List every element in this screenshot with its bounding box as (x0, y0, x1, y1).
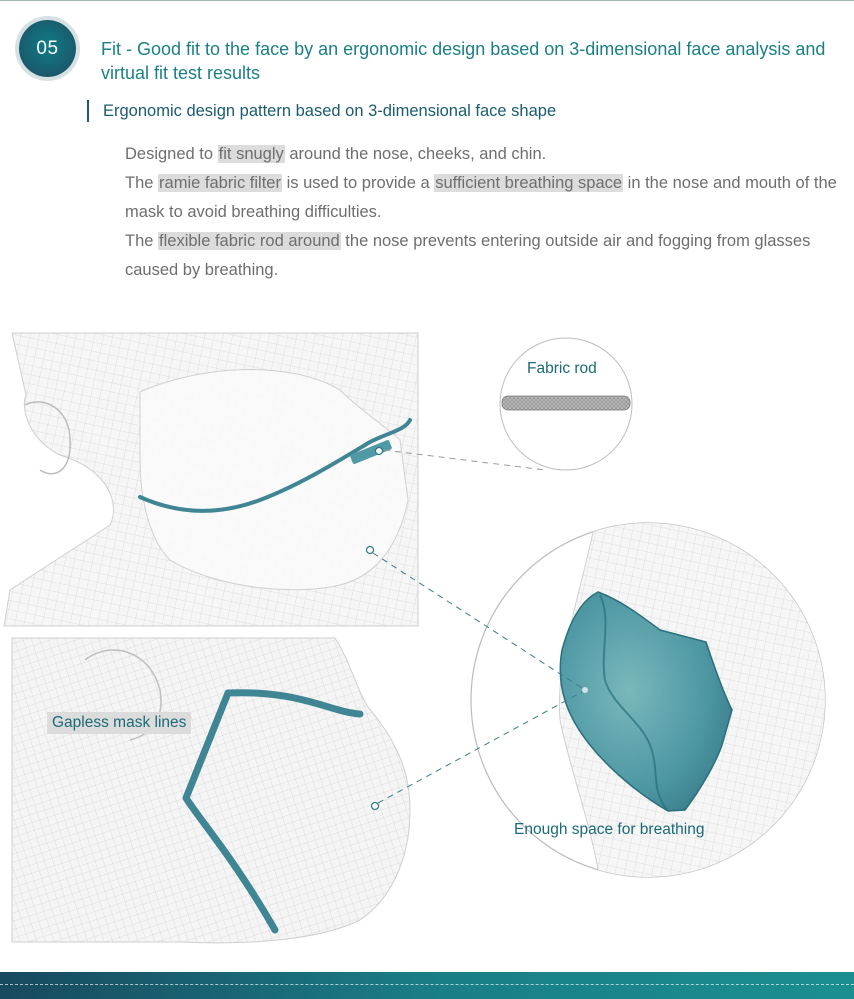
highlight-breathing-space: sufficient breathing space (435, 174, 623, 192)
mask-point-marker-top (367, 547, 374, 554)
highlight-fabric-rod: flexible fabric rod around (159, 232, 340, 250)
mask-illustration (0, 325, 854, 955)
fabric-rod-label: Fabric rod (527, 360, 597, 377)
breathing-point-marker (582, 687, 588, 693)
gapless-lines-label: Gapless mask lines (47, 712, 191, 734)
top-divider (0, 0, 854, 1)
section-number-badge (19, 20, 76, 77)
footer-band (0, 972, 854, 999)
top-face-mesh (4, 333, 418, 626)
highlight-ramie-filter: ramie fabric filter (159, 174, 281, 192)
description-line-2: The ramie fabric filter is used to provide a sufficient breathing space in the nose and mouth of the mask to avoid breathing difficulties. (125, 174, 837, 221)
fabric-rod (502, 396, 630, 410)
description (125, 140, 845, 285)
bottom-face-mesh (12, 638, 410, 943)
description-line-3: The flexible fabric rod around the nose prevents entering outside air and fogging from glasses caused by breathing. (125, 232, 811, 279)
breathing-space-label: Enough space for breathing (514, 821, 705, 838)
section-number: 05 (36, 37, 59, 59)
highlight-fit-snugly: fit snugly (218, 145, 284, 163)
rod-point-marker (376, 448, 383, 455)
mask-point-marker-bottom (372, 803, 379, 810)
description-line-1: Designed to fit snugly around the nose, cheeks, and chin. (125, 145, 547, 163)
section-title: Fit - Good fit to the face by an ergonomic design based on 3-dimensional face analysis and virtual fit test results (101, 39, 826, 83)
subheading: Ergonomic design pattern based on 3-dimensional face shape (87, 100, 556, 122)
footer-dashed-line (0, 984, 854, 985)
